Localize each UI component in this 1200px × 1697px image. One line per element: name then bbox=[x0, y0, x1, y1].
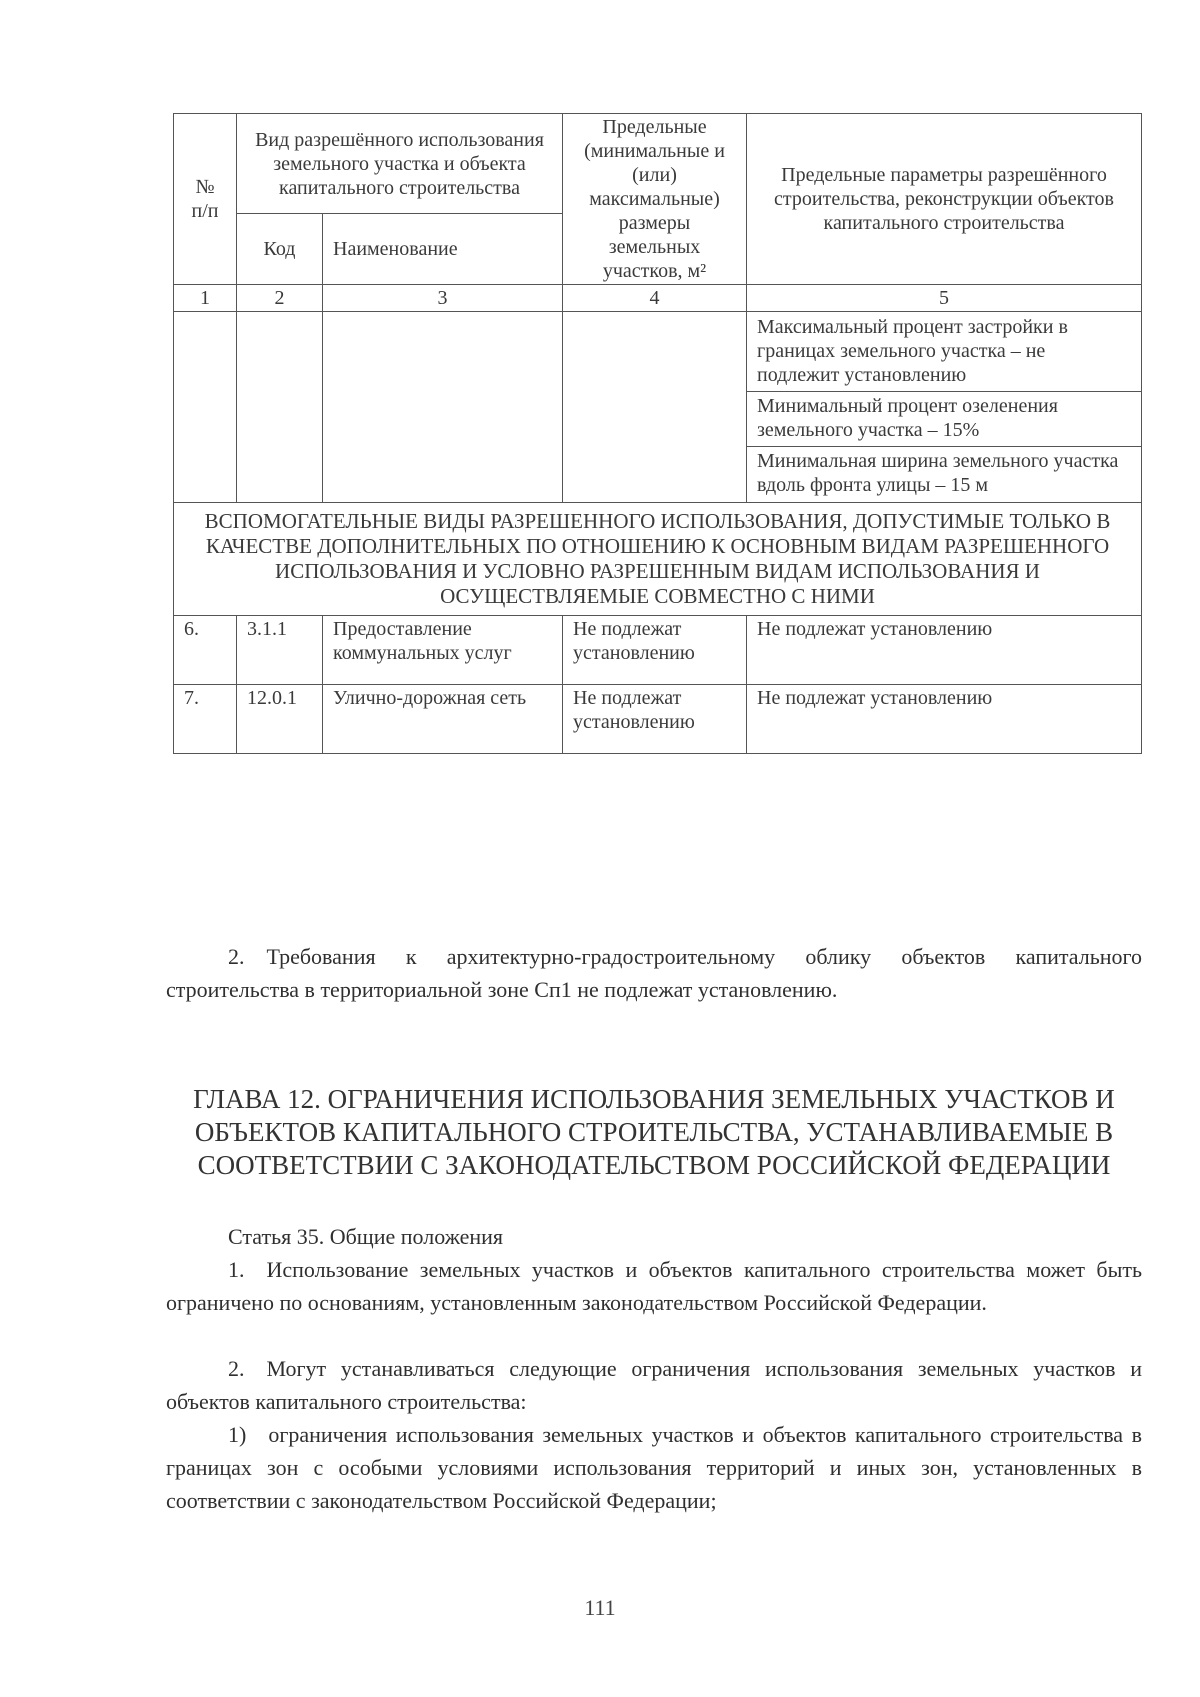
column-number: 2 bbox=[237, 285, 323, 312]
row-num: 6. bbox=[174, 616, 237, 685]
empty-cell bbox=[237, 312, 323, 503]
article-item-1: 1. Использование земельных участков и объектов капитального строительства может быть ограничено по основаниям, установленным законодательством Российской Федерации. bbox=[166, 1257, 1142, 1315]
row-params: Не подлежат установлению bbox=[747, 685, 1142, 754]
header-name: Наименование bbox=[323, 214, 563, 285]
section-row bbox=[174, 503, 1142, 616]
table-row-continued bbox=[174, 312, 1142, 503]
section-title: ВСПОМОГАТЕЛЬНЫЕ ВИДЫ РАЗРЕШЕННОГО ИСПОЛЬЗОВАНИЯ, ДОПУСТИМЫЕ ТОЛЬКО В КАЧЕСТВЕ ДОПОЛНИТЕЛЬНЫХ ПО ОТНОШЕНИЮ К ОСНОВНЫМ ВИДАМ РАЗРЕШЕННОГО ИСПОЛЬЗОВАНИЯ И УСЛОВНО РАЗРЕШЕННЫМ ВИДАМ ИСПОЛЬЗОВАНИЯ И ОСУЩЕСТВЛЯЕМЫЕ СОВМЕСТНО С НИМИ bbox=[174, 503, 1142, 616]
header-num: № п/п bbox=[174, 114, 237, 285]
header-use-type: Вид разрешённого использования земельного участка и объекта капитального строительства bbox=[237, 114, 563, 214]
parameters-cell bbox=[747, 312, 1142, 503]
page-number: 111 bbox=[584, 1595, 616, 1620]
row-name: Предоставление коммунальных услуг bbox=[323, 616, 563, 685]
column-number: 5 bbox=[747, 285, 1142, 312]
row-code: 12.0.1 bbox=[237, 685, 323, 754]
article-title: Статья 35. Общие положения bbox=[228, 1224, 504, 1249]
empty-cell bbox=[563, 312, 747, 503]
row-sizes: Не подлежат установлению bbox=[563, 685, 747, 754]
table-header-row bbox=[174, 114, 1142, 214]
article-item-3: 1) ограничения использования земельных участков и объектов капитального строительства в границах зон с особыми условиями использования территорий и иных зон, установленных в соответствии с законодательством Российской Федерации; bbox=[166, 1422, 1142, 1513]
chapter-title: ГЛАВА 12. ОГРАНИЧЕНИЯ ИСПОЛЬЗОВАНИЯ ЗЕМЕЛЬНЫХ УЧАСТКОВ И ОБЪЕКТОВ КАПИТАЛЬНОГО СТРОИТЕЛЬСТВА, УСТАНАВЛИВАЕМЫЕ В СООТВЕТСТВИИ С ЗАКОНОДАТЕЛЬСТВОМ РОССИЙСКОЙ ФЕДЕРАЦИИ bbox=[193, 1084, 1115, 1180]
column-number: 1 bbox=[174, 285, 237, 312]
parameter-item: Минимальный процент озеленения земельного участка – 15% bbox=[747, 391, 1141, 446]
row-code: 3.1.1 bbox=[237, 616, 323, 685]
column-number: 4 bbox=[563, 285, 747, 312]
header-plot-sizes: Предельные (минимальные и (или) максимальные) размеры земельных участков, м² bbox=[563, 114, 747, 285]
column-numbers-row bbox=[174, 285, 1142, 312]
row-name: Улично-дорожная сеть bbox=[323, 685, 563, 754]
table-row bbox=[174, 616, 1142, 685]
parameter-item: Минимальная ширина земельного участка вдоль фронта улицы – 15 м bbox=[747, 446, 1141, 501]
table-row bbox=[174, 685, 1142, 754]
empty-cell bbox=[323, 312, 563, 503]
article-item-2: 2. Могут устанавливаться следующие ограничения использования земельных участков и объектов капитального строительства: bbox=[166, 1356, 1142, 1414]
row-params: Не подлежат установлению bbox=[747, 616, 1142, 685]
zoning-table bbox=[173, 113, 1142, 754]
header-parameters: Предельные параметры разрешённого строительства, реконструкции объектов капитального строительства bbox=[747, 114, 1142, 285]
paragraph-2: 2. Требования к архитектурно-градостроительному облику объектов капитального строительства в территориальной зоне Сп1 не подлежат установлению. bbox=[166, 944, 1142, 1002]
empty-cell bbox=[174, 312, 237, 503]
parameter-item: Максимальный процент застройки в границах земельного участка – не подлежит установлению bbox=[757, 316, 1068, 386]
row-sizes: Не подлежат установлению bbox=[563, 616, 747, 685]
header-code: Код bbox=[237, 214, 323, 285]
row-num: 7. bbox=[174, 685, 237, 754]
column-number: 3 bbox=[323, 285, 563, 312]
